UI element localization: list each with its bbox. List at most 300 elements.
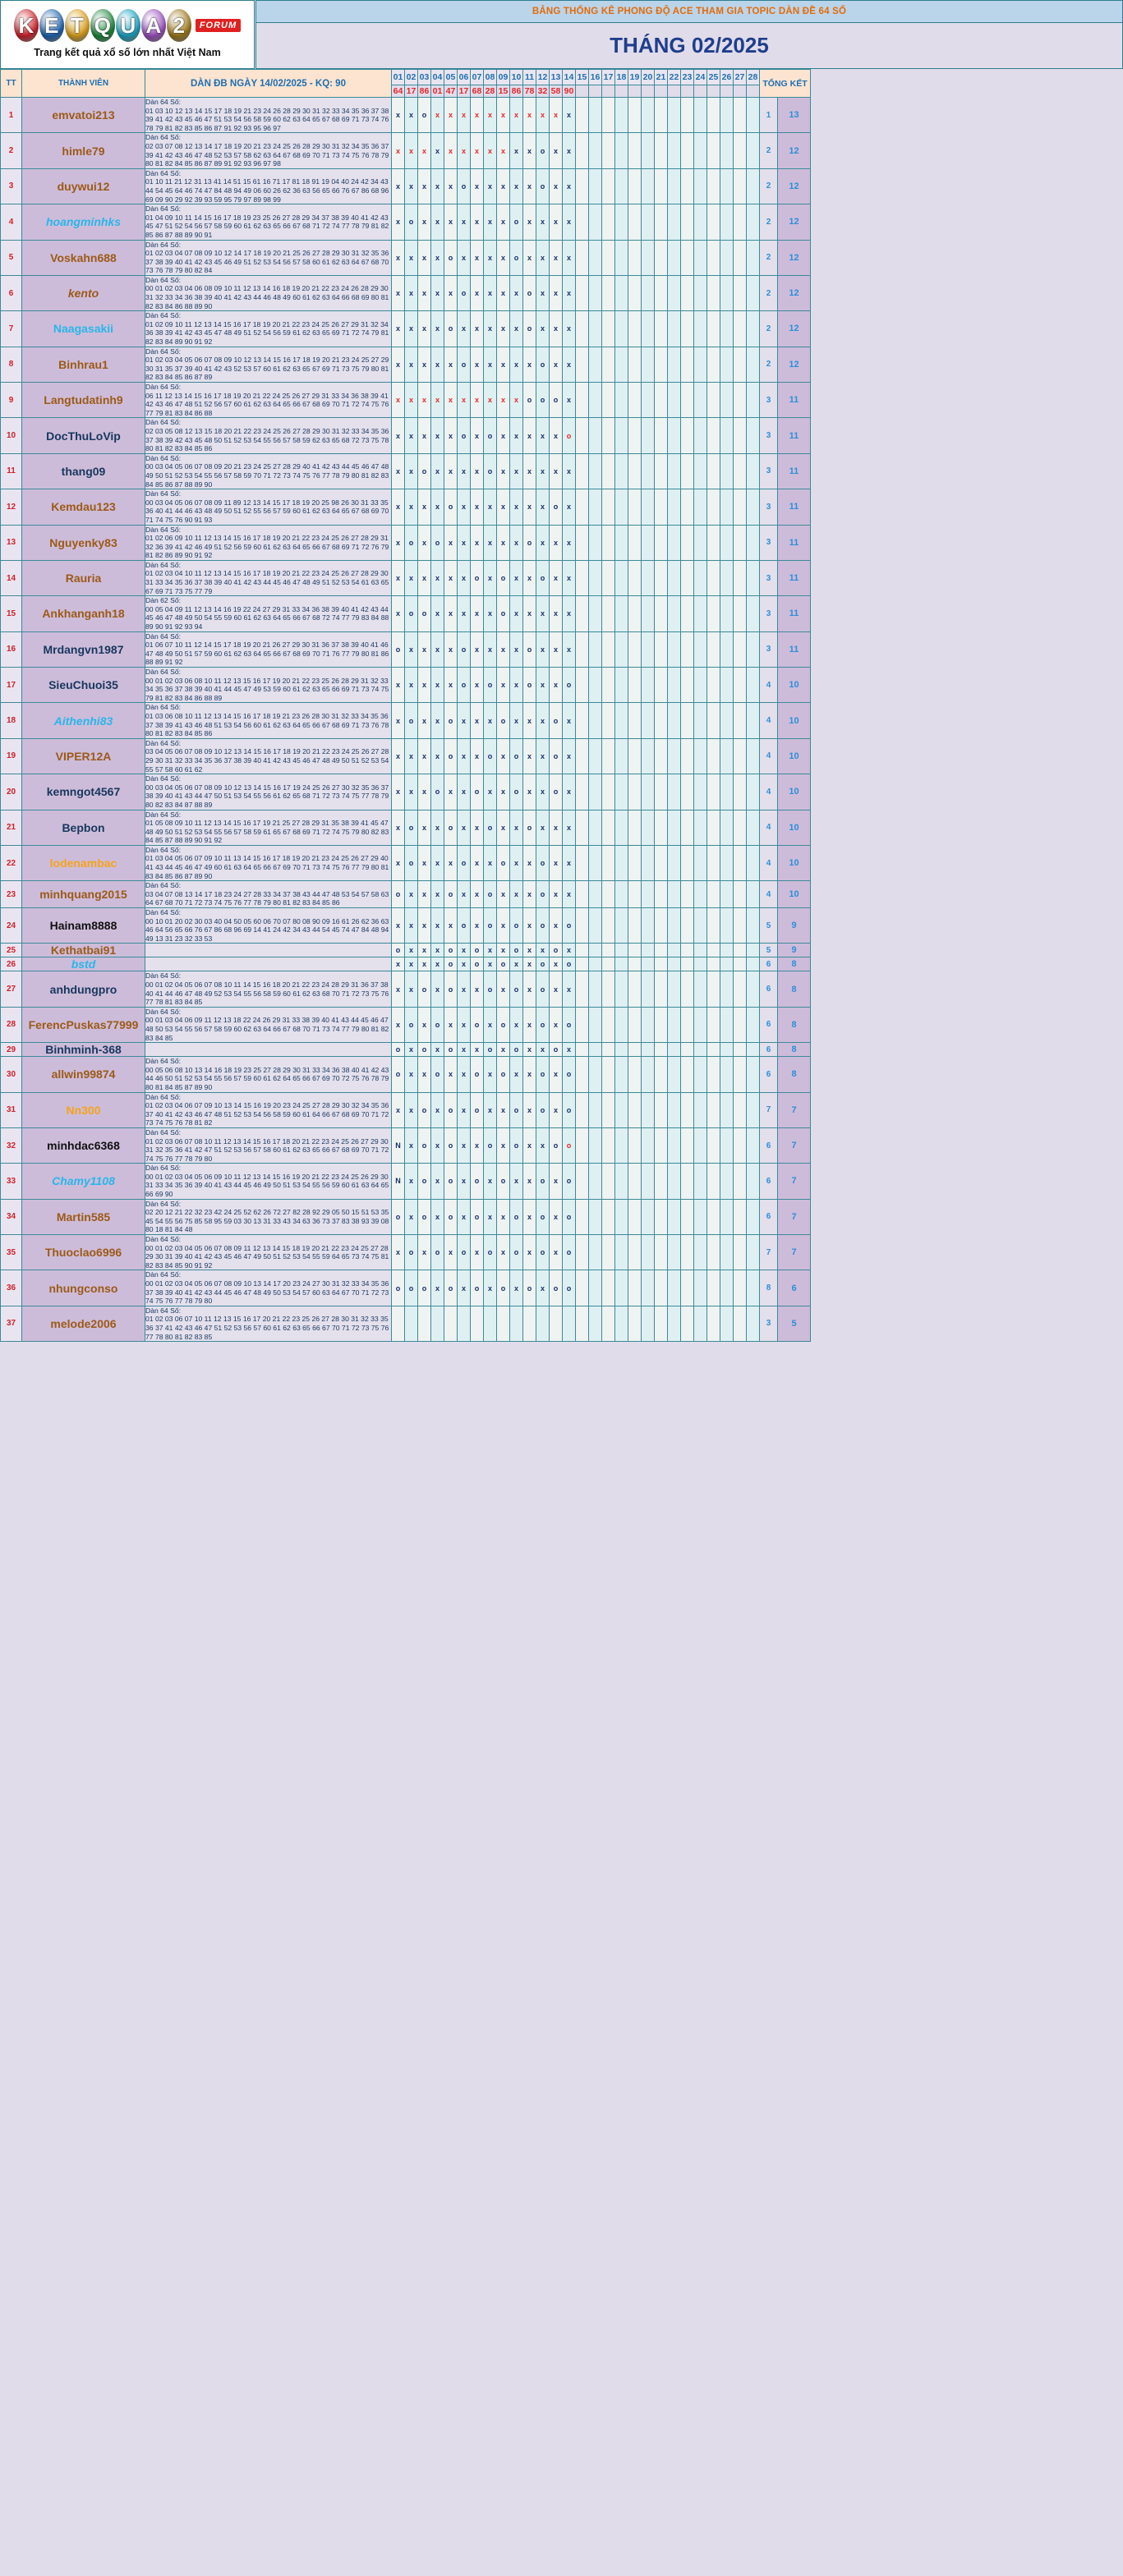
mark-cell-21 [655,703,668,738]
mark-cell-14 [563,1007,576,1042]
member-name[interactable] [22,631,145,667]
mark-glyph: o [448,823,453,832]
miss-count: 6 [760,1007,778,1042]
mark-glyph: x [435,890,440,899]
mark-cell-28 [747,453,760,489]
mark-glyph: x [408,681,413,690]
mark-cell-05 [444,971,458,1007]
mark-glyph: x [421,823,426,832]
mark-cell-26 [720,275,734,310]
mark-cell-26 [720,1127,734,1163]
mark-glyph: x [553,859,558,868]
mark-cell-16 [589,738,602,774]
mark-cell-06 [458,971,471,1007]
mark-cell-17 [602,810,615,845]
mark-cell-20 [642,453,655,489]
mark-glyph: x [474,360,479,369]
dan-numbers-cell [145,168,392,204]
dan-label: Dàn 64 Số: [145,1092,181,1101]
mark-cell-15 [576,1164,589,1199]
mark-glyph: x [553,1070,558,1079]
mark-cell-09 [497,631,510,667]
mark-cell-10 [510,133,523,168]
mark-cell-17 [602,489,615,525]
mark-cell-07 [471,1057,484,1092]
mark-cell-15 [576,971,589,1007]
mark-glyph: x [513,538,518,547]
day-header-05: 05 [444,70,458,85]
mark-glyph: x [448,218,453,227]
day-header-11: 11 [523,70,536,85]
dan-label: Dàn 64 Số: [145,738,181,747]
mark-glyph: o [527,396,532,405]
mark-cell-01 [392,1043,405,1057]
mark-cell-28 [747,560,760,595]
mark-cell-13 [550,668,563,703]
mark-cell-09 [497,418,510,453]
mark-cell-14 [563,418,576,453]
mark-glyph: x [487,181,492,191]
mark-cell-21 [655,1007,668,1042]
mark-cell-19 [628,489,642,525]
mark-glyph: x [553,823,558,832]
mark-glyph: x [461,218,466,227]
mark-glyph: o [540,1105,545,1114]
member-name[interactable] [22,738,145,774]
mark-cell-08 [484,881,497,908]
member-name[interactable] [22,1007,145,1042]
mark-glyph: x [461,1141,466,1150]
miss-count: 1 [760,98,778,133]
mark-glyph: o [566,1020,572,1029]
table-row [1,774,811,810]
member-name[interactable] [22,383,145,418]
mark-cell-05 [444,1092,458,1127]
member-name[interactable] [22,944,145,957]
member-name[interactable] [22,418,145,453]
mark-cell-21 [655,1092,668,1127]
mark-cell-11 [523,1270,536,1306]
mark-glyph: x [513,1020,518,1029]
mark-cell-27 [734,1127,747,1163]
member-name[interactable] [22,525,145,560]
member-name[interactable] [22,1092,145,1127]
mark-cell-15 [576,1007,589,1042]
mark-cell-18 [615,1057,628,1092]
mark-cell-21 [655,133,668,168]
table-row [1,944,811,957]
mark-cell-14 [563,971,576,1007]
mark-cell-28 [747,1164,760,1199]
mark-cell-22 [668,1270,681,1306]
mark-cell-08 [484,98,497,133]
miss-count: 5 [760,908,778,944]
mark-cell-24 [694,1057,707,1092]
mark-cell-26 [720,489,734,525]
mark-glyph: o [408,823,414,832]
mark-cell-15 [576,1092,589,1127]
mark-cell-01 [392,525,405,560]
member-name[interactable] [22,1270,145,1306]
mark-cell-08 [484,1306,497,1341]
member-name[interactable] [22,596,145,631]
member-name[interactable] [22,1043,145,1057]
mark-cell-05 [444,596,458,631]
mark-cell-28 [747,1007,760,1042]
row-index: 2 [1,133,22,168]
mark-glyph: o [448,716,453,725]
mark-glyph: x [408,1070,413,1079]
member-name-label: hoangminhks [45,215,121,229]
mark-glyph: x [408,890,413,899]
member-name[interactable] [22,1057,145,1092]
mark-glyph: o [540,921,545,930]
mark-cell-20 [642,204,655,240]
mark-cell-22 [668,453,681,489]
mark-glyph: x [566,466,571,475]
miss-count: 6 [760,1043,778,1057]
mark-cell-21 [655,275,668,310]
mark-glyph: x [566,181,571,191]
mark-glyph: x [566,111,571,120]
mark-glyph: x [553,289,558,298]
member-name[interactable] [22,204,145,240]
mark-glyph: x [474,253,479,262]
member-name[interactable] [22,845,145,880]
mark-glyph: x [566,396,571,405]
mark-glyph: o [553,787,559,797]
mark-glyph: x [395,751,400,760]
row-index: 20 [1,774,22,810]
mark-cell-20 [642,703,655,738]
mark-glyph: x [553,1020,558,1029]
mark-cell-06 [458,957,471,971]
mark-cell-25 [707,1235,720,1270]
mark-cell-03 [418,738,431,774]
member-name[interactable] [22,668,145,703]
mark-glyph: o [566,1070,572,1079]
mark-glyph: x [487,645,492,654]
mark-glyph: x [474,1248,479,1257]
mark-cell-06 [458,881,471,908]
mark-glyph: x [435,503,440,512]
mark-cell-15 [576,631,589,667]
mark-cell-02 [405,383,418,418]
mark-cell-12 [536,240,550,275]
mark-cell-14 [563,668,576,703]
mark-glyph: x [553,609,558,618]
mark-glyph: x [461,751,466,760]
mark-cell-26 [720,1092,734,1127]
table-row [1,418,811,453]
mark-cell-19 [628,1057,642,1092]
mark-cell-10 [510,908,523,944]
member-name[interactable] [22,1235,145,1270]
mark-cell-15 [576,845,589,880]
member-name[interactable] [22,703,145,738]
mark-cell-19 [628,957,642,971]
mark-glyph: x [527,218,532,227]
mark-cell-26 [720,944,734,957]
mark-cell-21 [655,631,668,667]
mark-cell-27 [734,1007,747,1042]
mark-cell-15 [576,560,589,595]
mark-cell-06 [458,738,471,774]
mark-glyph: o [421,1141,427,1150]
mark-cell-23 [681,810,694,845]
mark-glyph: x [513,890,518,899]
mark-cell-17 [602,1127,615,1163]
mark-cell-21 [655,489,668,525]
mark-cell-13 [550,1057,563,1092]
result-05: 47 [444,85,458,98]
member-name-label: Ankhanganh18 [42,607,125,621]
mark-cell-01 [392,489,405,525]
dan-numbers: 00 01 02 03 04 06 08 09 10 11 12 13 14 16 18 19 20 21 22 23 24 26 28 29 30 31 32 33 34 36 38 39 40 41 42 43 44 46 48 49 60 61 62 63 64 66 68 69 80 81 82 83 84 86 88 89 90 [145,284,389,310]
mark-glyph: x [553,1177,558,1186]
mark-cell-26 [720,1043,734,1057]
mark-cell-01 [392,1235,405,1270]
mark-cell-11 [523,204,536,240]
member-name[interactable] [22,275,145,310]
mark-glyph: o [540,890,545,899]
mark-glyph: x [474,181,479,191]
dan-numbers-cell [145,668,392,703]
mark-cell-17 [602,204,615,240]
mark-cell-19 [628,774,642,810]
mark-glyph: x [513,716,518,725]
row-index: 35 [1,1235,22,1270]
mark-glyph: x [487,360,492,369]
mark-glyph: x [435,466,440,475]
mark-cell-05 [444,1007,458,1042]
mark-glyph: x [487,1070,492,1079]
mark-cell-21 [655,1127,668,1163]
mark-cell-27 [734,944,747,957]
mark-glyph: x [566,360,571,369]
mark-cell-28 [747,971,760,1007]
mark-glyph: x [513,431,518,440]
mark-glyph: o [540,1177,545,1186]
member-name-label: minhdac6368 [47,1139,120,1153]
mark-glyph: x [474,466,479,475]
member-name[interactable] [22,560,145,595]
member-name[interactable] [22,881,145,908]
mark-cell-25 [707,1007,720,1042]
member-name-label: anhdungpro [49,982,117,996]
member-name[interactable] [22,240,145,275]
mark-glyph: o [487,431,493,440]
mark-cell-09 [497,1306,510,1341]
mark-cell-21 [655,971,668,1007]
mark-cell-27 [734,908,747,944]
mark-glyph: x [448,1070,453,1079]
member-name-label: VIPER12A [55,749,112,763]
mark-cell-14 [563,560,576,595]
day-header-08: 08 [484,70,497,85]
dan-numbers-cell [145,1235,392,1270]
mark-cell-25 [707,347,720,382]
mark-cell-12 [536,1164,550,1199]
mark-cell-07 [471,525,484,560]
hit-total: 11 [778,383,811,418]
mark-glyph: o [487,985,493,994]
mark-glyph: x [395,823,400,832]
member-name[interactable] [22,1199,145,1234]
dan-numbers-cell [145,971,392,1007]
mark-cell-05 [444,1306,458,1341]
member-name[interactable] [22,133,145,168]
mark-cell-10 [510,774,523,810]
mark-glyph: x [395,111,400,120]
mark-cell-14 [563,204,576,240]
mark-cell-08 [484,383,497,418]
result-25 [707,85,720,98]
mark-glyph: x [395,218,400,227]
result-07: 68 [471,85,484,98]
miss-count: 3 [760,489,778,525]
member-name-label: duywui12 [57,179,110,193]
mark-cell-21 [655,1043,668,1057]
member-name[interactable] [22,908,145,944]
mark-cell-04 [431,240,444,275]
mark-glyph: x [461,609,466,618]
mark-glyph: x [408,111,413,120]
mark-glyph: x [421,787,426,797]
mark-cell-26 [720,98,734,133]
mark-cell-14 [563,738,576,774]
mark-cell-06 [458,240,471,275]
day-header-28: 28 [747,70,760,85]
mark-cell-19 [628,1199,642,1234]
mark-cell-15 [576,133,589,168]
mark-glyph: x [435,751,440,760]
mark-cell-10 [510,703,523,738]
mark-glyph: x [421,645,426,654]
member-name[interactable] [22,1306,145,1341]
member-name[interactable] [22,971,145,1007]
mark-cell-02 [405,774,418,810]
member-name[interactable] [22,957,145,971]
mark-cell-05 [444,98,458,133]
mark-cell-26 [720,240,734,275]
mark-cell-24 [694,703,707,738]
mark-cell-16 [589,1127,602,1163]
mark-glyph: o [461,859,467,868]
mark-cell-07 [471,560,484,595]
mark-cell-21 [655,525,668,560]
table-row [1,98,811,133]
mark-cell-14 [563,311,576,347]
mark-cell-18 [615,98,628,133]
member-name[interactable] [22,774,145,810]
mark-glyph: x [395,503,400,512]
mark-cell-27 [734,1057,747,1092]
mark-cell-09 [497,668,510,703]
member-name[interactable] [22,810,145,845]
mark-glyph: x [435,253,440,262]
mark-cell-01 [392,1127,405,1163]
mark-glyph: o [395,1045,401,1054]
member-name[interactable] [22,453,145,489]
member-name[interactable] [22,489,145,525]
mark-glyph: x [500,681,505,690]
row-index: 5 [1,240,22,275]
result-24 [694,85,707,98]
row-index: 4 [1,204,22,240]
mark-cell-23 [681,168,694,204]
member-name[interactable] [22,347,145,382]
mark-cell-23 [681,1127,694,1163]
result-23 [681,85,694,98]
mark-glyph: x [474,538,479,547]
mark-glyph: x [408,431,413,440]
mark-cell-23 [681,881,694,908]
mark-cell-09 [497,240,510,275]
mark-cell-07 [471,168,484,204]
mark-cell-22 [668,971,681,1007]
mark-cell-09 [497,1127,510,1163]
mark-cell-12 [536,1043,550,1057]
mark-glyph: x [500,289,505,298]
mark-glyph: x [500,1105,505,1114]
mark-cell-05 [444,944,458,957]
dan-numbers: 00 03 04 05 06 07 08 09 10 12 13 14 15 16 17 19 24 25 26 27 30 32 35 36 37 38 39 40 41 43 44 47 50 51 53 54 55 56 61 62 65 68 71 72 73 74 75 77 78 79 80 82 83 84 87 88 89 [145,783,389,809]
mark-glyph: x [566,538,571,547]
mark-cell-04 [431,1199,444,1234]
dan-numbers-cell [145,881,392,908]
mark-cell-01 [392,1057,405,1092]
row-index: 19 [1,738,22,774]
member-name[interactable] [22,1164,145,1199]
mark-cell-20 [642,1164,655,1199]
mark-glyph: o [395,1070,401,1079]
mark-glyph: x [540,253,545,262]
member-name[interactable] [22,98,145,133]
day-header-23: 23 [681,70,694,85]
mark-cell-20 [642,810,655,845]
mark-cell-08 [484,1043,497,1057]
mark-cell-19 [628,383,642,418]
mark-glyph: x [527,431,532,440]
member-name[interactable] [22,168,145,204]
mark-cell-11 [523,525,536,560]
mark-cell-24 [694,774,707,810]
hit-total: 7 [778,1092,811,1127]
mark-cell-08 [484,453,497,489]
mark-cell-28 [747,1043,760,1057]
mark-cell-09 [497,703,510,738]
mark-cell-16 [589,908,602,944]
member-name-label: Thuoclao6996 [44,1246,122,1260]
mark-glyph: x [395,609,400,618]
member-name[interactable] [22,311,145,347]
mark-cell-17 [602,1199,615,1234]
mark-cell-24 [694,738,707,774]
mark-cell-09 [497,1092,510,1127]
mark-cell-20 [642,240,655,275]
mark-cell-28 [747,596,760,631]
member-name-label: kemngot4567 [46,785,121,799]
mark-cell-22 [668,275,681,310]
mark-cell-26 [720,738,734,774]
member-name[interactable] [22,1127,145,1163]
mark-cell-14 [563,1199,576,1234]
hit-total: 7 [778,1164,811,1199]
mark-glyph: x [500,146,505,155]
mark-cell-03 [418,1007,431,1042]
row-index: 17 [1,668,22,703]
